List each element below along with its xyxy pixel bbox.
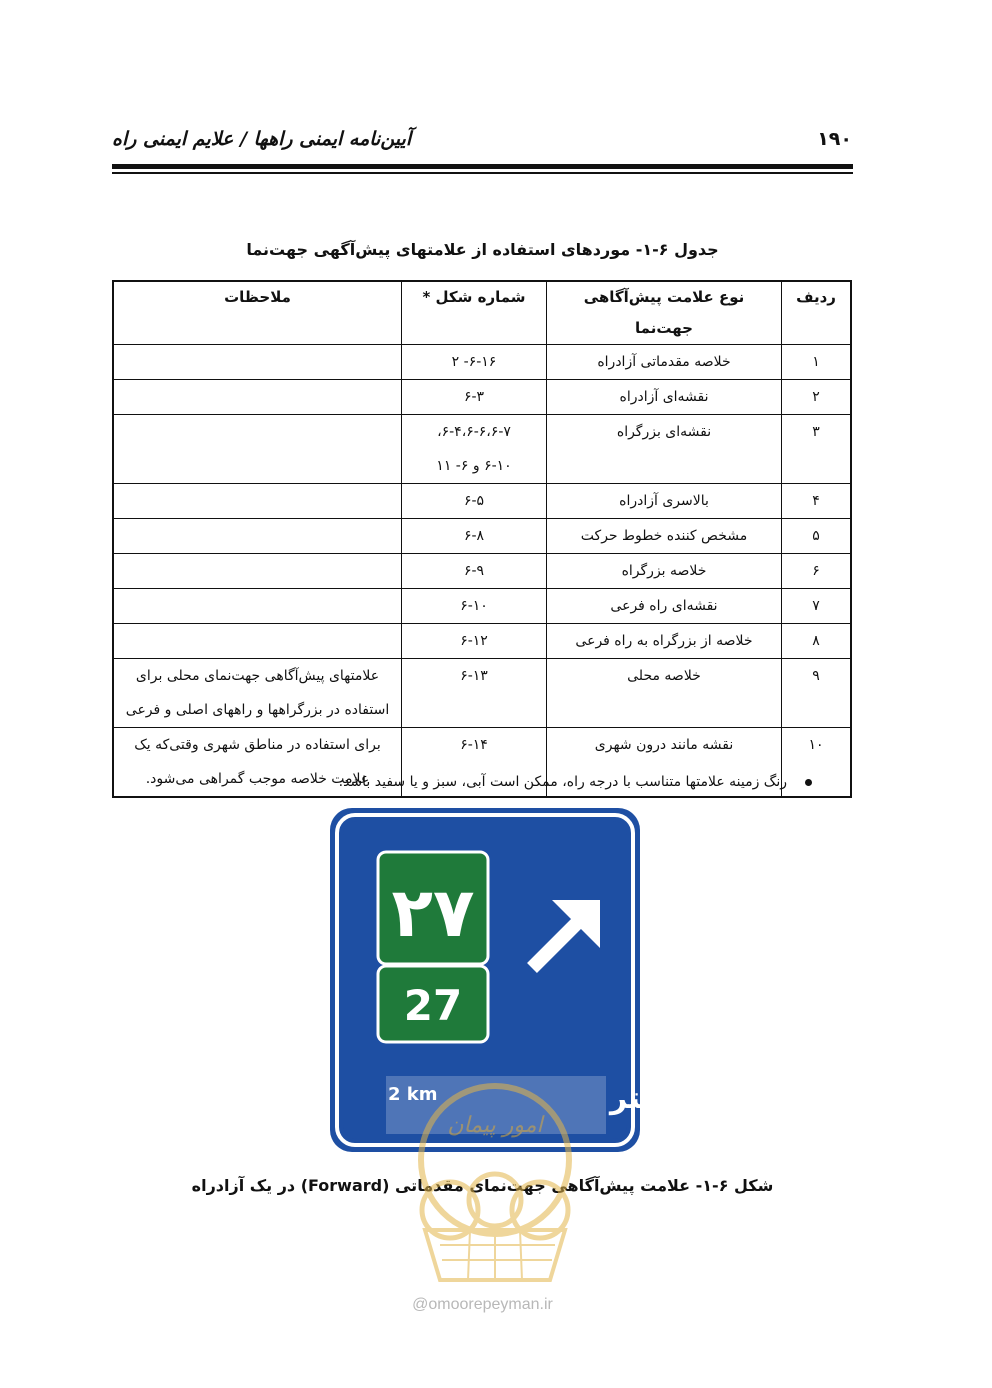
table-caption: جدول ۶-۱- موردهای استفاده از علامتهای پیش‌آگهی جهت‌نما [246,240,719,259]
cell-figure-number [402,624,547,659]
bullet-note [252,774,812,790]
cell-figure-number [402,380,547,415]
figure-number-text: ۶-۴،۶-۶،۶-۷، [437,424,511,440]
table-row [113,345,851,380]
column-header-sign-type: نوع علامت پیش‌آگاهی جهت‌نما [547,281,782,345]
table-row [113,415,851,484]
cell-figure-number [402,659,547,728]
column-header-remarks: ملاحظات [113,281,402,345]
figure-number-text: ۶-۸ [463,528,485,544]
cell-remarks [113,659,402,728]
cell-row-number: ۷ [782,589,852,624]
remarks-text: علامت خلاصه موجب گمراهی می‌شود. [145,771,370,787]
figure-number-text: ۶-۱۴ [460,737,488,753]
header-rule [112,164,853,169]
figure-number-text: ۶-۳ [463,389,485,405]
route-number-latin: 27 [403,981,463,1030]
cell-row-number: ۵ [782,519,852,554]
cell-row-number: ۲ [782,380,852,415]
table-header-row [113,281,851,345]
cell-remarks [113,484,402,519]
cell-sign-type: مشخص کننده خطوط حرکت [547,519,782,554]
cell-row-number: ۴ [782,484,852,519]
cell-row-number: ۸ [782,624,852,659]
figure-number-text: ۶-۱۰ [460,598,488,614]
route-number-persian: ۲۷ [391,874,475,953]
cell-remarks [113,624,402,659]
figure-number-text: ۶-۱۲ [460,633,488,649]
cell-figure-number [402,589,547,624]
table-row [113,519,851,554]
cell-sign-type: خلاصه مقدماتی آزادراه [547,345,782,380]
sign-usage-table [112,280,852,798]
cell-sign-type: نقشه‌ای آزادراه [547,380,782,415]
cell-remarks [113,415,402,484]
watermark-url: @omoorepeyman.ir [412,1296,553,1313]
distance-latin: 2 km [388,1084,438,1105]
header-rule-thin [112,172,853,174]
table-row [113,380,851,415]
figure-number-text: ۶-۱۶- ۲ [451,354,497,370]
bullet-note-text: رنگ زمینه علامتها متناسب با درجه راه، ممکن است آبی، سبز و یا سفید باشد. [338,774,787,790]
cell-sign-type: خلاصه بزرگراه [547,554,782,589]
cell-remarks [113,380,402,415]
figure-number-text: ۶-۱۰ و ۶- ۱۱ [436,458,512,474]
remarks-text: علامتهای پیش‌آگاهی جهت‌نمای محلی برای [135,668,380,684]
cell-remarks [113,345,402,380]
cell-sign-type: نقشه‌ای بزرگراه [547,415,782,484]
cell-remarks [113,519,402,554]
bullet-icon [805,779,812,786]
cell-sign-type: بالاسری آزادراه [547,484,782,519]
table-row [113,659,851,728]
cell-figure-number [402,554,547,589]
cell-row-number: ۹ [782,659,852,728]
cell-sign-type: نقشه‌ای راه فرعی [547,589,782,624]
direction-sign-figure [330,808,749,1152]
cell-row-number: ۱ [782,345,852,380]
figure-number-text: ۶-۱۳ [460,668,488,684]
distance-persian: ۲ کیلومتر [610,1081,749,1116]
remarks-text: برای استفاده در مناطق شهری وقتی‌که یک [134,737,381,753]
cell-row-number: ۳ [782,415,852,484]
running-header-title: آیین‌نامه ایمنی راهها / علایم ایمنی راه [112,128,412,150]
figure-caption: شکل ۶-۱- علامت پیش‌آگاهی جهت‌نمای مقدماتی (Forward) در یک آزادراه [191,1176,774,1195]
figure-number-text: ۶-۹ [463,563,485,579]
table-row [113,624,851,659]
cell-figure-number [402,519,547,554]
cell-sign-type: خلاصه از بزرگراه به راه فرعی [547,624,782,659]
watermark-seal-text: امور پیمان [447,1113,543,1138]
cell-row-number: ۱۰ [782,728,852,798]
table-row [113,589,851,624]
cell-figure-number [402,484,547,519]
cell-row-number: ۶ [782,554,852,589]
figure-number-text: ۶-۵ [463,493,485,509]
cell-remarks [113,589,402,624]
remarks-text: استفاده در بزرگراهها و راههای اصلی و فرعی [125,702,390,718]
cell-remarks [113,554,402,589]
cell-sign-type: خلاصه محلی [547,659,782,728]
table-row [113,484,851,519]
table-row [113,554,851,589]
column-header-figure-number: شماره شکل * [402,281,547,345]
cell-sign-type: نقشه مانند درون شهری [547,728,782,798]
column-header-row-number: ردیف [782,281,852,345]
cell-figure-number [402,345,547,380]
page-number: ۱۹۰ [817,128,852,150]
cell-figure-number [402,415,547,484]
